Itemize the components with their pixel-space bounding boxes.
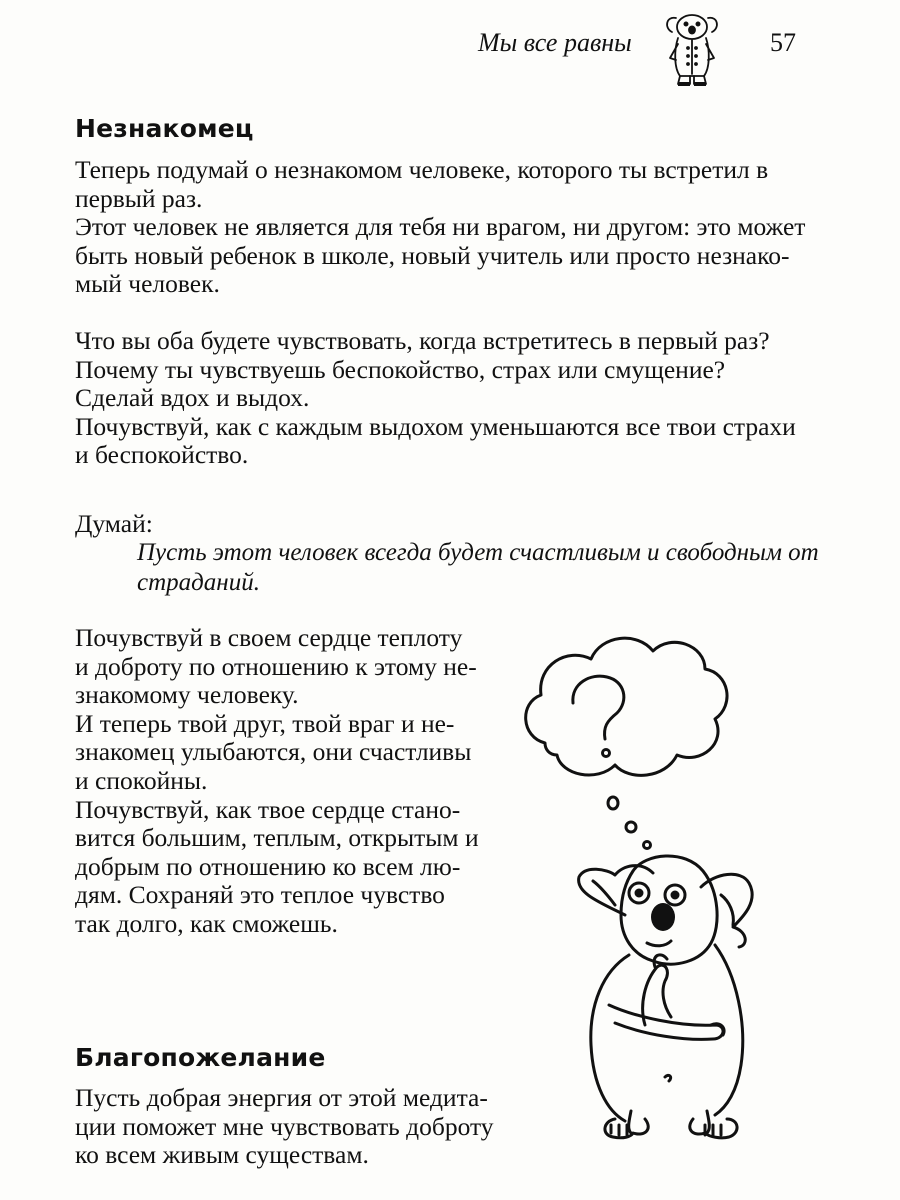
text-line: добрым по отношению ко всем лю- (75, 851, 461, 881)
text-line: первый раз. (75, 183, 203, 213)
text-line: Что вы оба будете чувствовать, когда встретитесь в первый раз? (75, 326, 770, 355)
text-line: Теперь подумай о незнакомом человеке, которого ты встретил в (75, 155, 769, 184)
page-number: 57 (770, 28, 796, 57)
quote-line: страданий. (137, 569, 260, 596)
text-line: мый человек. (75, 269, 220, 299)
text-line: ко всем живым существам. (75, 1140, 369, 1170)
text-line: Почувствуй, как с каждым выдохом уменьшаются все твои страхи (75, 411, 796, 441)
text-line: И теперь твой друг, твой враг и не- (75, 708, 455, 738)
section-heading-stranger: Незнакомец (75, 114, 254, 143)
paragraph-well-wishing (75, 1084, 494, 1170)
paragraph-feelings (75, 327, 796, 470)
meditation-quote (137, 538, 819, 598)
running-title: Мы все равны (478, 28, 632, 57)
quote-line: Пусть этот человек всегда будет счастливым и свободным от (137, 539, 819, 566)
text-line: Этот человек не является для тебя ни врагом, ни другом: это может (75, 212, 806, 242)
thinking-koala-icon (515, 625, 795, 1140)
text-line: дям. Сохраняй это теплое чувство (75, 880, 445, 910)
text-line: и доброту по отношению к этому не- (75, 651, 477, 681)
koala-icon (662, 10, 722, 88)
think-label: Думай: (75, 509, 153, 538)
text-line: и спокойны. (75, 765, 208, 795)
text-line: Сделай вдох и выдох. (75, 383, 310, 413)
text-line: Почувствуй, как твое сердце стано- (75, 794, 461, 824)
koala-nose (651, 903, 675, 931)
text-line: вится большим, теплым, открытым и (75, 823, 479, 853)
text-line: и беспокойство. (75, 440, 249, 470)
text-line: ции поможет мне чувствовать доброту (75, 1111, 494, 1141)
running-header (0, 20, 900, 80)
section-heading-well-wishing: Благопожелание (75, 1043, 326, 1072)
text-line: Почему ты чувствуешь беспокойство, страх или смущение? (75, 354, 726, 384)
text-line: Пусть добрая энергия от этой медита- (75, 1083, 488, 1112)
paragraph-stranger-intro (75, 156, 805, 299)
text-line: знакомому человеку. (75, 680, 299, 710)
text-line: знакомец улыбаются, они счастливы (75, 737, 472, 767)
paragraph-warmth (75, 624, 479, 939)
text-line: так долго, как сможешь. (75, 908, 338, 938)
text-line: быть новый ребенок в школе, новый учитель или просто незнако- (75, 240, 790, 270)
text-line: Почувствуй в своем сердце теплоту (75, 623, 463, 652)
thought-cloud (526, 638, 727, 775)
